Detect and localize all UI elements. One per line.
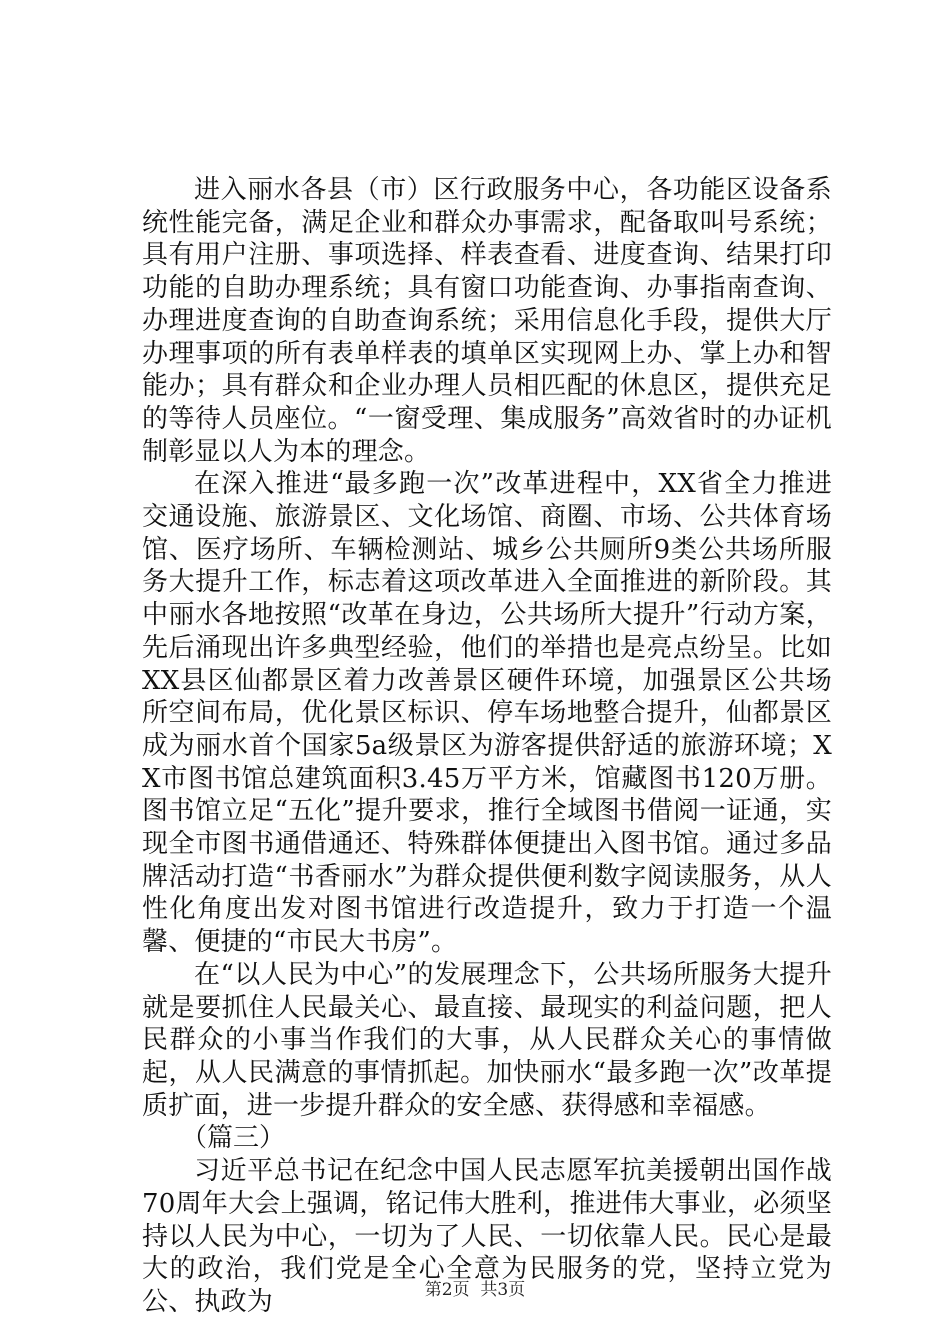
paragraph-2: 在深入推进“最多跑一次”改革进程中，XX省全力推进交通设施、旅游景区、文化场馆、商圈、市场、公共体育场馆、医疗场所、车辆检测站、城乡公共厕所9类公共场所服务大提升工作，标志着这项改革进入全面推进的新阶段。其中丽水各地按照“改革在身边，公共场所大提升”行动方案，先后涌现出许多典型经验，他们的举措也是亮点纷呈。比如XX县区仙都景区着力改善景区硬件环境，加强景区公共场所空间布局，优化景区标识、停车场地整合提升，仙都景区成为丽水首个国家5a级景区为游客提供舒适的旅游环境；XX市图书馆总建筑面积3.45万平方米，馆藏图书120万册。图书馆立足“五化”提升要求，推行全域图书借阅一证通，实现全市图书通借通还、特殊群体便捷出入图书馆。通过多品牌活动打造“书香丽水”为群众提供便利数字阅读服务，从人性化角度出发对图书馆进行改造提升，致力于打造一个温馨、便捷的“市民大书房”。 bbox=[142, 469, 832, 958]
paragraph-1: 进入丽水各县（市）区行政服务中心，各功能区设备系统性能完备，满足企业和群众办事需求，配备取叫号系统；具有用户注册、事项选择、样表查看、进度查询、结果打印功能的自助办理系统；具有窗口功能查询、办事指南查询、办理进度查询的自助查询系统；采用信息化手段，提供大厅办理事项的所有表单样表的填单区实现网上办、掌上办和智能办；具有群众和企业办理人员相匹配的休息区，提供充足的等待人员座位。“一窗受理、集成服务”高效省时的办证机制彰显以人为本的理念。 bbox=[142, 175, 832, 467]
page-footer bbox=[0, 1275, 950, 1300]
paragraph-3: 在“以人民为中心”的发展理念下，公共场所服务大提升就是要抓住人民最关心、最直接、最现实的利益问题，把人民群众的小事当作我们的大事，从人民群众关心的事情做起，从人民满意的事情抓起。加快丽水“最多跑一次”改革提质扩面，进一步提升群众的安全感、获得感和幸福感。 bbox=[142, 959, 832, 1121]
page-number: 第2页 共3页 bbox=[424, 1280, 526, 1300]
paragraph-4: 习近平总书记在纪念中国人民志愿军抗美援朝出国作战70周年大会上强调，铭记伟大胜利，推进伟大事业，必须坚持以人民为中心，一切为了人民、一切依靠人民。民心是最大的政治，我们党是全心全意为民服务的党，坚持立党为公、执政为 bbox=[142, 1156, 832, 1317]
document-body bbox=[142, 174, 832, 1319]
section-label: （篇三） bbox=[181, 1123, 286, 1154]
